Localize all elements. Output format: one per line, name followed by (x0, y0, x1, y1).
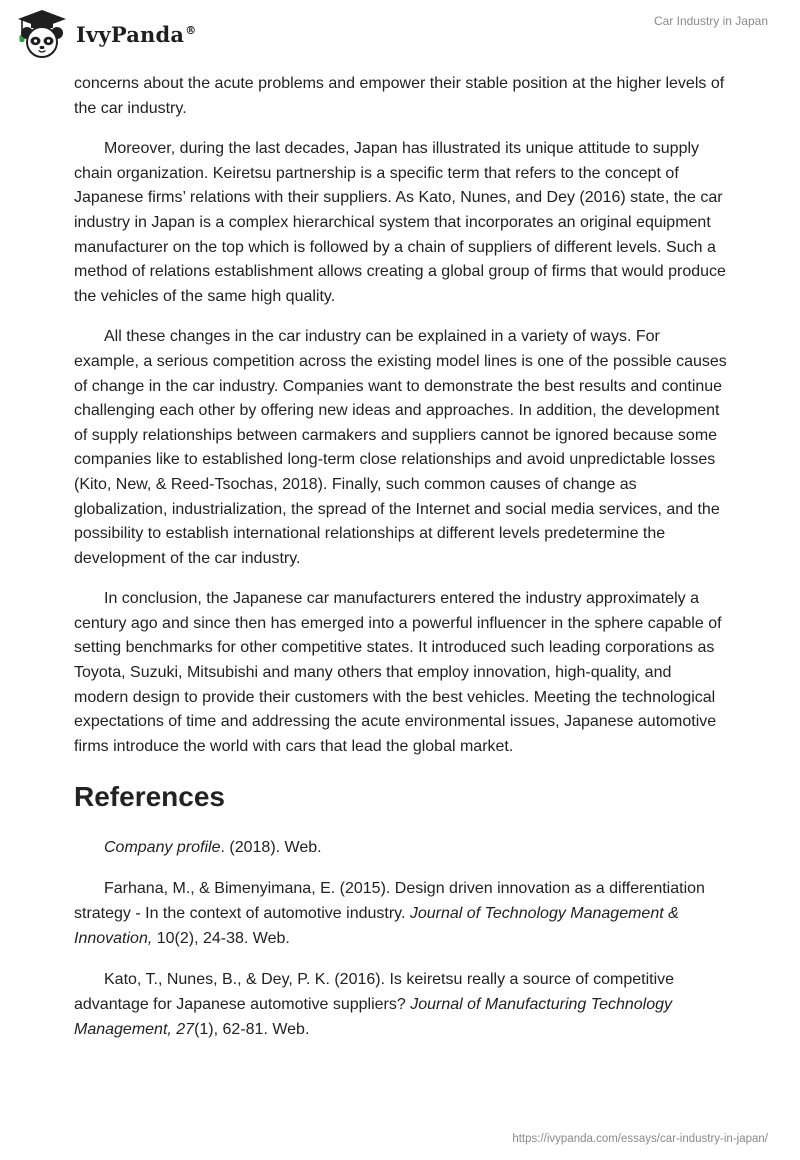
page-header (0, 0, 800, 70)
body-paragraph: Moreover, during the last decades, Japan has illustrated its unique attitude to supply chain organization. Keiretsu partnership is a specific term that refers to the concept of Japanese firms’ relations with their suppliers. As Kato, Nunes, and Dey (2016) state, the car industry in Japan is a complex hierarchical system that incorporates an original equipment manufacturer on the top which is followed by a chain of suppliers of different levels. Such a method of relations establishment allows creating a global group of firms that would produce the vehicles of the same high quality. (74, 140, 726, 305)
brand-name: IvyPanda® (76, 21, 197, 47)
body-paragraph: All these changes in the car industry can be explained in a variety of ways. For example, a serious competition across the existing model lines is one of the possible causes of change in the car industry. Companies want to demonstrate the best results and continue challenging each other by offering new ideas and approaches. In addition, the development of supply relationships between carmakers and suppliers cannot be ignored because some companies like to established long-term close relationships and avoid unpredictable losses (Kito, New, & Reed-Tsochas, 2018). Finally, such common causes of change as globalization, industrialization, the spread of the Internet and social media services, and the possibility to establish international relationships at different levels predetermine the development of the car industry. (74, 328, 727, 567)
references-heading: References (74, 781, 225, 813)
body-paragraph-continued: concerns about the acute problems and empower their stable position at the higher levels of the car industry. (74, 75, 725, 117)
reference-title: Company profile (104, 839, 221, 857)
reference-item (74, 876, 728, 951)
reference-tail: 10(2), 24-38. Web. (152, 930, 290, 948)
panda-graduate-icon (14, 8, 70, 60)
reference-text: Kato, T., Nunes, B., & Dey, P. K. (2016). Is keiretsu really a source of competitive advantage for Japanese automotive suppliers? (74, 971, 675, 1014)
essay-content (74, 72, 728, 1058)
reference-item (74, 967, 728, 1042)
reference-journal: Journal of Manufacturing Technology Management, 27 (74, 996, 673, 1039)
reference-item (74, 835, 728, 860)
reference-rest: . (2018). Web. (220, 839, 322, 857)
document-title: Car Industry in Japan (653, 14, 768, 28)
reference-journal: Journal of Technology Management & Innovation, (74, 905, 679, 948)
ivypanda-logo[interactable] (14, 8, 196, 60)
reference-text: Farhana, M., & Bimenyimana, E. (2015). Design driven innovation as a differentiation strategy - In the context of automotive industry. (74, 880, 705, 923)
reference-tail: (1), 62-81. Web. (194, 1021, 310, 1039)
source-url-link[interactable]: https://ivypanda.com/essays/car-industry-in-japan/ (512, 1133, 768, 1145)
body-paragraph: In conclusion, the Japanese car manufacturers entered the industry approximately a century ago and since then has emerged into a powerful influencer in the sphere capable of setting benchmarks for other competitive states. It introduced such leading corporations as Toyota, Suzuki, Mitsubishi and many others that employ innovation, high-quality, and modern design to provide their customers with the best vehicles. Meeting the technological expectations of time and addressing the acute environmental issues, Japanese automotive firms introduce the world with cars that lead the global market. (74, 590, 722, 755)
